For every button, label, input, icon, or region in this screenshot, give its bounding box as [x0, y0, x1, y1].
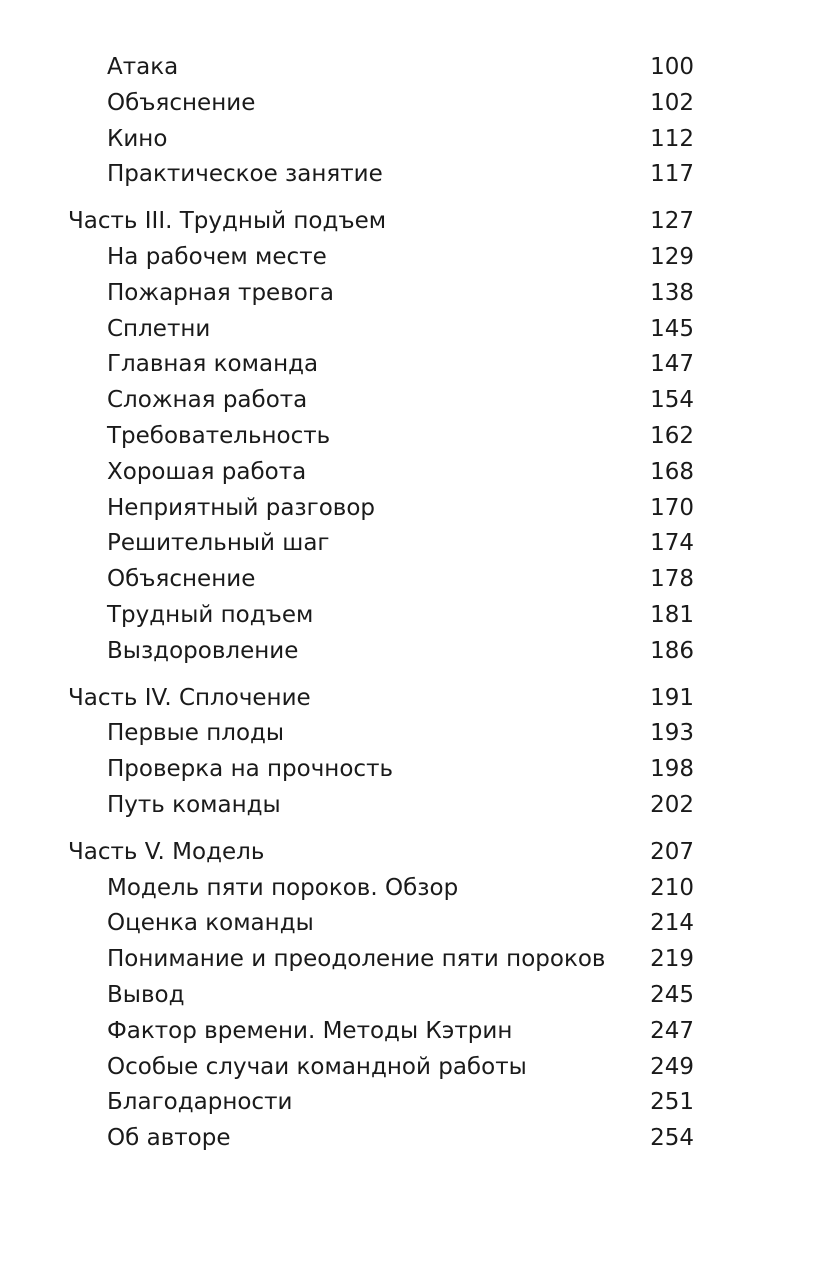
toc-entry [0, 419, 827, 455]
toc-page-number: 102 [650, 89, 694, 116]
toc-page-number: 147 [650, 351, 694, 378]
toc-entry [0, 752, 827, 788]
toc-entry-title: Кино [107, 125, 168, 152]
toc-page-number: 154 [650, 387, 694, 414]
toc-part-title: Часть IV. Сплочение [68, 684, 311, 711]
toc-page-number: 214 [650, 910, 694, 937]
toc-entry [0, 50, 827, 86]
toc-entry-title: Объяснение [107, 89, 256, 116]
toc-entry-title: Главная команда [107, 351, 319, 378]
toc-page-number: 210 [650, 874, 694, 901]
toc-entry-title: Проверка на прочность [107, 756, 394, 783]
toc-entry-title: Объяснение [107, 566, 256, 593]
toc-entry-title: Особые случаи командной работы [107, 1053, 527, 1080]
toc-entry-title: Об авторе [107, 1125, 231, 1152]
toc-page-number: 245 [650, 981, 694, 1008]
toc-page-number: 207 [650, 838, 694, 865]
toc-page-number: 181 [650, 601, 694, 628]
toc-entry [0, 634, 827, 670]
toc-entry [0, 157, 827, 193]
table-of-contents [0, 50, 827, 1157]
toc-entry-title: На рабочем месте [107, 243, 327, 270]
toc-entry-title: Неприятный разговор [107, 494, 376, 521]
toc-entry [0, 978, 827, 1014]
toc-part-heading [0, 835, 827, 871]
toc-page-number: 138 [650, 279, 694, 306]
toc-page-number: 219 [650, 946, 694, 973]
toc-part-heading [0, 681, 827, 717]
toc-page-number: 247 [650, 1017, 694, 1044]
toc-part-title: Часть III. Трудный подъем [68, 208, 387, 235]
toc-entry [0, 240, 827, 276]
toc-entry [0, 788, 827, 824]
toc-entry [0, 942, 827, 978]
toc-entry-title: Практическое занятие [107, 161, 383, 188]
toc-page-number: 198 [650, 756, 694, 783]
toc-entry [0, 562, 827, 598]
toc-entry-title: Первые плоды [107, 720, 285, 747]
toc-entry-title: Путь команды [107, 791, 281, 818]
toc-entry [0, 1050, 827, 1086]
toc-entry [0, 906, 827, 942]
toc-entry-title: Выздоровление [107, 637, 299, 664]
toc-entry-title: Атака [107, 54, 179, 80]
toc-entry-title: Сложная работа [107, 387, 308, 414]
toc-page-number: 174 [650, 530, 694, 557]
toc-part-heading [0, 204, 827, 240]
toc-entry-title: Решительный шаг [107, 530, 330, 557]
toc-page-number: 254 [650, 1125, 694, 1152]
toc-page-number: 202 [650, 791, 694, 818]
toc-page-number: 168 [650, 458, 694, 485]
toc-entry [0, 1085, 827, 1121]
toc-entry [0, 276, 827, 312]
toc-page-number: 249 [650, 1053, 694, 1080]
toc-page-number: 129 [650, 243, 694, 270]
toc-entry-title: Сплетни [107, 315, 211, 342]
toc-entry-title: Трудный подъем [107, 601, 314, 628]
toc-page-number: 186 [650, 637, 694, 664]
toc-entry [0, 491, 827, 527]
toc-page-number: 251 [650, 1089, 694, 1116]
toc-entry [0, 312, 827, 348]
toc-page-number: 170 [650, 494, 694, 521]
toc-page-number: 145 [650, 315, 694, 342]
toc-entry [0, 383, 827, 419]
toc-page-number: 193 [650, 720, 694, 747]
toc-entry-title: Благодарности [107, 1089, 293, 1116]
toc-page-number: 127 [650, 208, 694, 235]
toc-entry-title: Хорошая работа [107, 458, 307, 485]
toc-page-number: 178 [650, 566, 694, 593]
toc-entry [0, 871, 827, 907]
toc-entry [0, 347, 827, 383]
toc-page-number: 112 [650, 125, 694, 152]
toc-entry-title: Вывод [107, 981, 185, 1008]
toc-page-number: 100 [650, 54, 694, 80]
toc-page-number: 117 [650, 161, 694, 188]
toc-entry-title: Требовательность [107, 422, 331, 449]
toc-entry-title: Оценка команды [107, 910, 314, 937]
toc-entry-title: Фактор времени. Методы Кэтрин [107, 1017, 513, 1044]
toc-entry [0, 1121, 827, 1157]
toc-entry [0, 1014, 827, 1050]
toc-entry [0, 716, 827, 752]
toc-page-number: 191 [650, 684, 694, 711]
toc-entry-title: Модель пяти пороков. Обзор [107, 874, 459, 901]
toc-entry [0, 86, 827, 122]
toc-entry [0, 455, 827, 491]
toc-entry-title: Пожарная тревога [107, 279, 335, 306]
toc-part-title: Часть V. Модель [68, 838, 265, 865]
toc-page-number: 162 [650, 422, 694, 449]
toc-entry [0, 526, 827, 562]
toc-entry [0, 598, 827, 634]
toc-entry [0, 122, 827, 158]
toc-entry-title: Понимание и преодоление пяти пороков [107, 946, 606, 973]
